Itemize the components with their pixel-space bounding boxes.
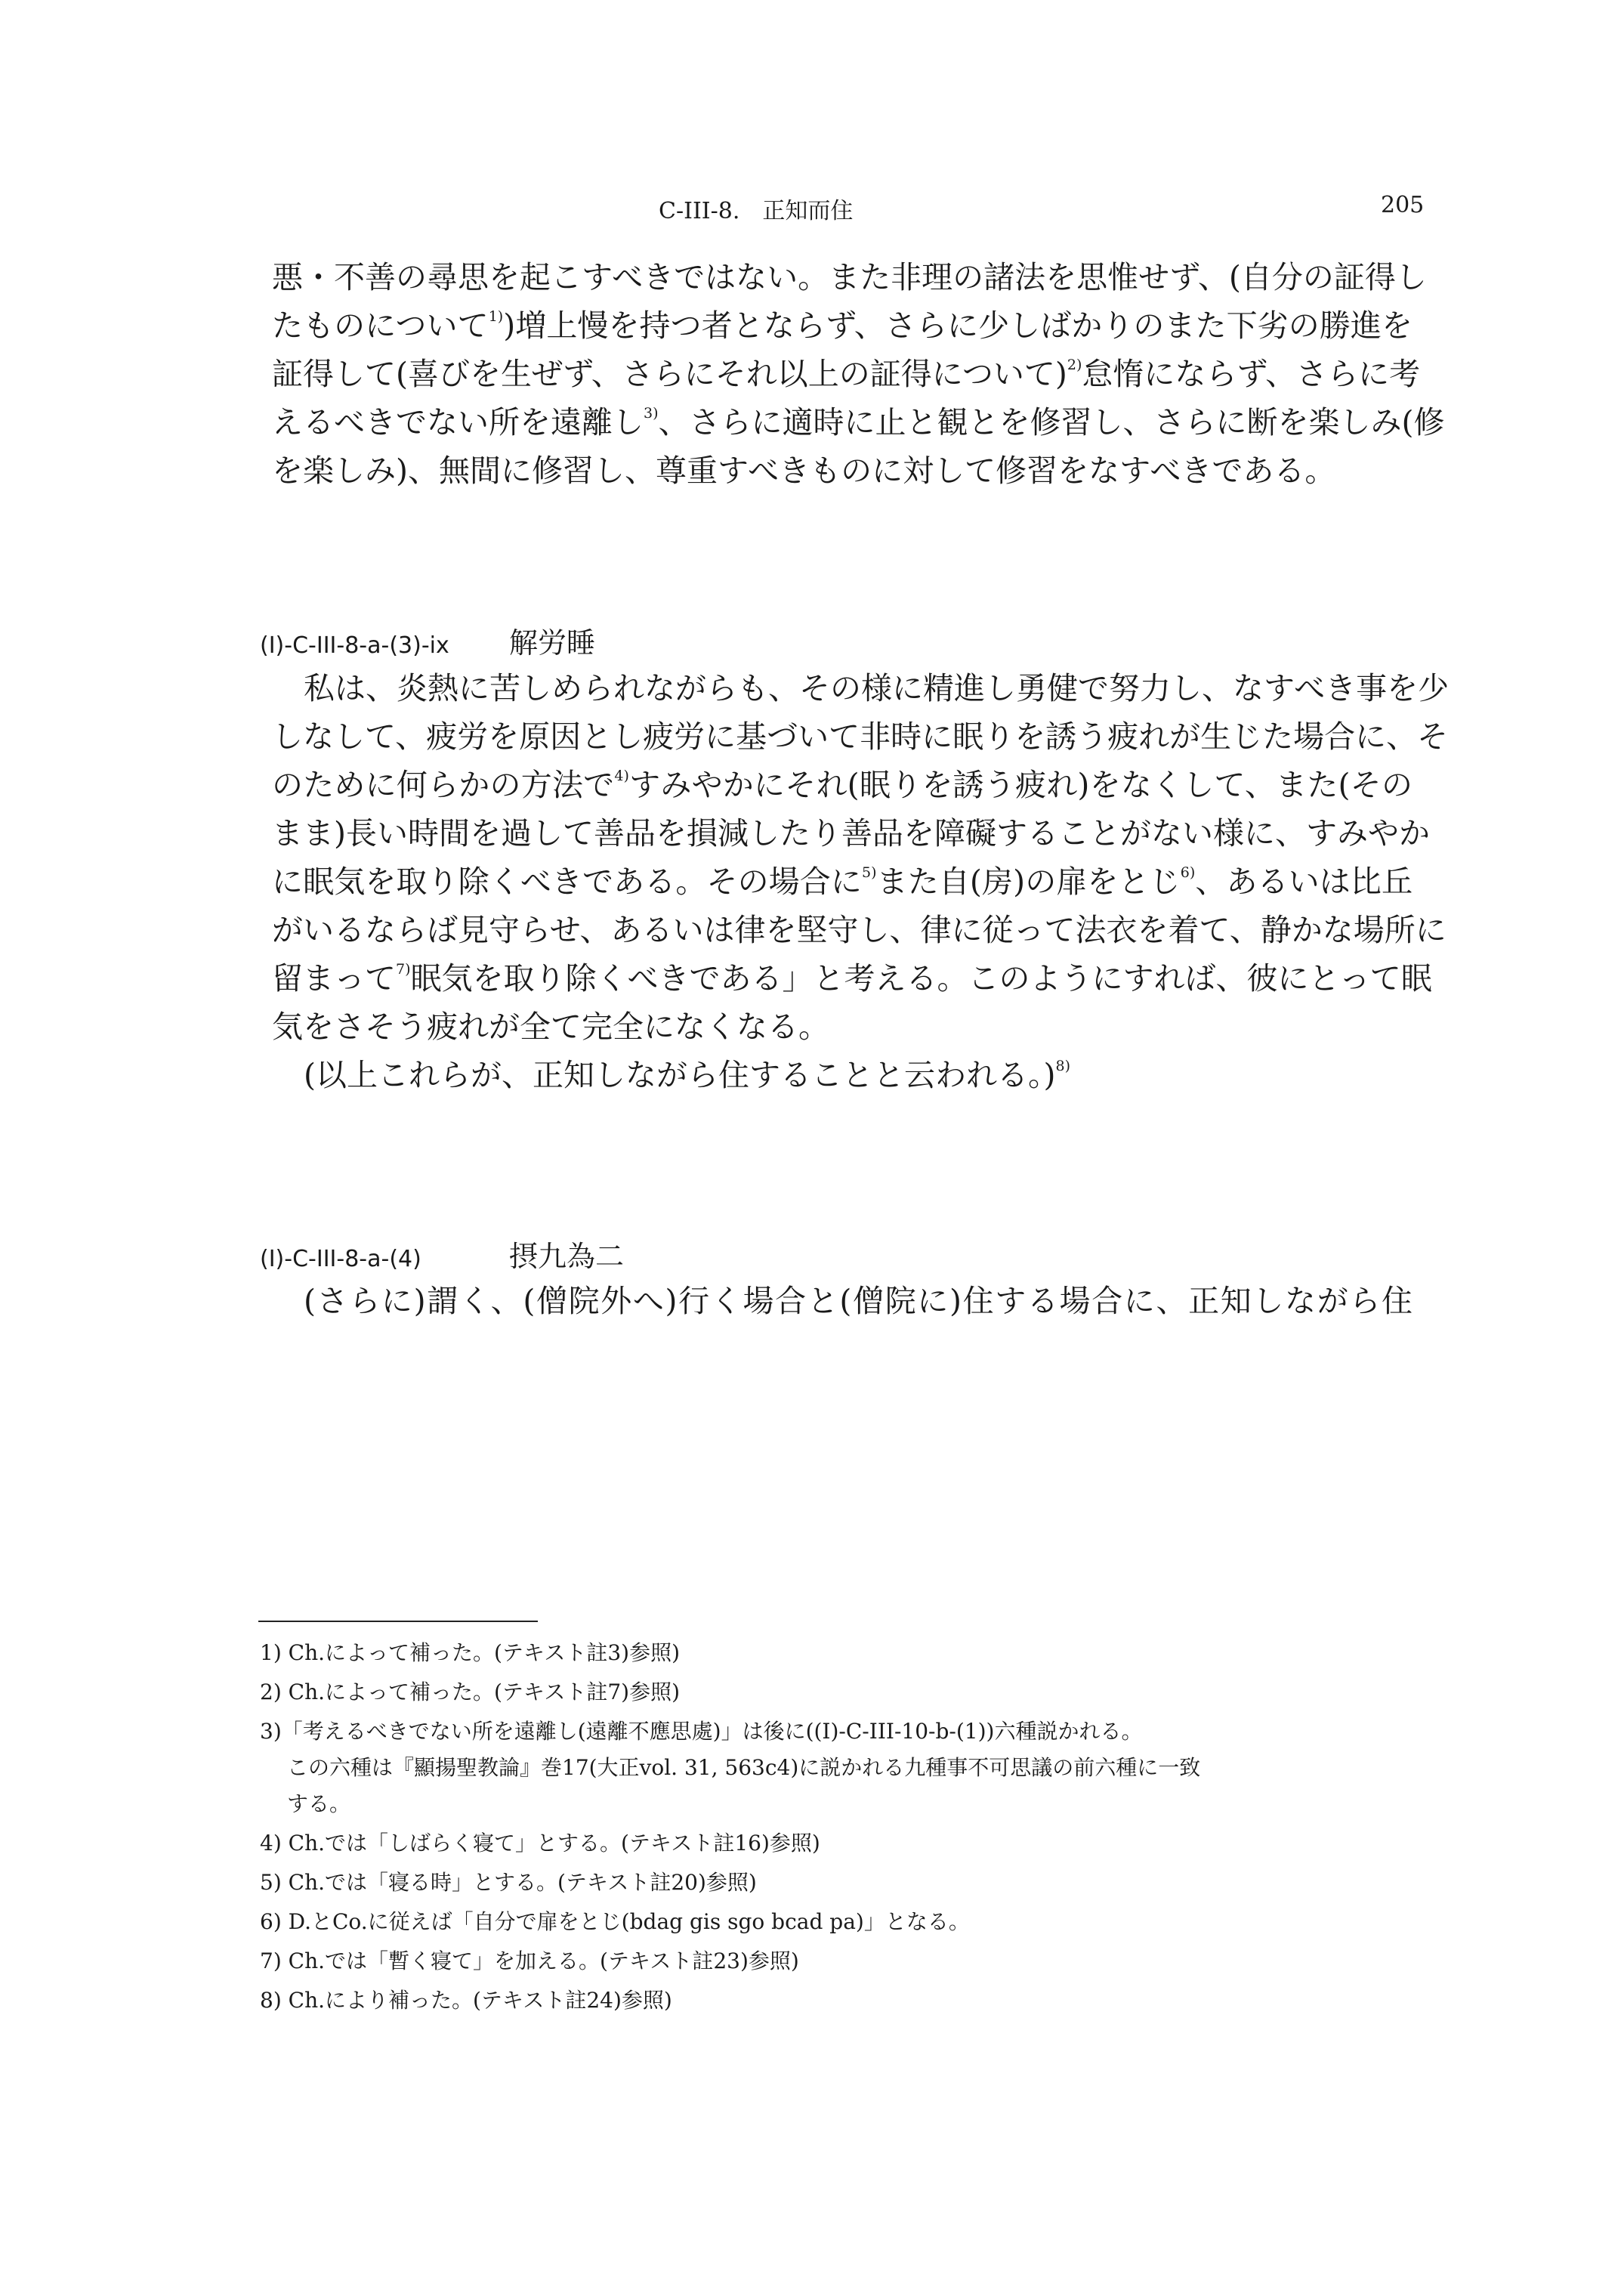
footnote-ref: 3) (644, 405, 659, 422)
footnote-rule (258, 1621, 538, 1622)
text-line: のために何らかの方法で$^{4)}$すみやかにそれ(眠りを誘う疲れ)をなくして、また(その (272, 767, 1413, 803)
section-title: 解労睡 (509, 626, 596, 660)
text-line: 気をさそう疲れが全て完全になくなる。 (272, 1009, 829, 1045)
paragraph-2 (272, 664, 1450, 1099)
footnotes (260, 1636, 1393, 2023)
section-number: (I)-C-III-8-a-(3)-ix (260, 632, 449, 659)
text-line: たものについて$^{1)}$)増上慢を持つ者とならず、さらに少しばかりのまた下劣の勝進を (272, 307, 1413, 344)
section-heading (260, 1233, 624, 1275)
text-line: まま)長い時間を過して善品を損減したり善品を障礙することがない様に、すみやか (272, 815, 1430, 851)
footnote-7: 7) Ch.では「暫く寝て」を加える。(テキスト註23)参照) (260, 1948, 799, 1973)
section-title: 摂九為二 (509, 1240, 625, 1273)
text-line: (さらに)謂く、(僧院外へ)行く場合と(僧院に)住する場合に、正知しながら住 (304, 1283, 1413, 1319)
footnote-5: 5) Ch.では「寝る時」とする。(テキスト註20)参照) (260, 1870, 757, 1895)
footnote-ref: 4) (614, 768, 629, 784)
footnote-ref: 7) (396, 961, 411, 978)
text-line: がいるならば見守らせ、あるいは律を堅守し、律に従って法衣を着て、静かな場所に (272, 912, 1446, 948)
footnote-8: 8) Ch.により補った。(テキスト註24)参照) (260, 1988, 672, 2013)
footnote-6: 6) D.とCo.に従えば「自分で扉をとじ(bdag gis sgo bcad pa)」となる。 (260, 1909, 970, 1934)
text-line: 留まって$^{7)}$眠気を取り除くべきである」と考える。このようにすれば、彼にとって眠 (272, 960, 1432, 997)
section-heading (260, 620, 595, 661)
section-number: (I)-C-III-8-a-(4) (260, 1246, 421, 1272)
text-line: 証得して(喜びを生ぜず、さらにそれ以上の証得について)$^{2)}$怠惰にならず、さらに考 (272, 356, 1421, 392)
footnote-1: 1) Ch.によって補った。(テキスト註3)参照) (260, 1640, 681, 1665)
page-number: 205 (1381, 192, 1425, 218)
footnote-3: 3)「考えるべきでない所を遠離し(遠離不應思處)」は後に((I)-C-III-10-b-(1))六種説かれる。 この六種は『顯揚聖教論』巻17(大正vol. 31, 563c4)に説かれる九種事不可思議の前六種に一致 する。 (260, 1719, 1201, 1816)
footnote-ref: 1) (488, 308, 504, 325)
footnote-ref: 8) (1055, 1058, 1071, 1074)
text-line: に眠気を取り除くべきである。その場合に$^{5)}$また自(房)の扉をとじ$^{6)}$、あるいは比丘 (272, 864, 1413, 900)
footnote-ref: 2) (1067, 357, 1082, 373)
paragraph-1 (272, 253, 1445, 495)
text-line: 私は、炎熱に苦しめられながらも、その様に精進し勇健で努力し、なすべき事を少 (304, 670, 1450, 706)
text-line: えるべきでない所を遠離し$^{3)}$、さらに適時に止と観とを修習し、さらに断を楽しみ(修 (272, 404, 1445, 440)
text-line: (以上これらが、正知しながら住することと云われる。)$^{8)}$ (304, 1057, 1071, 1093)
text-line: を楽しみ)、無間に修習し、尊重すべきものに対して修習をなすべきである。 (272, 453, 1336, 489)
footnote-2: 2) Ch.によって補った。(テキスト註7)参照) (260, 1680, 681, 1704)
footnote-ref: 5) (861, 864, 877, 881)
text-line: しなして、疲労を原因とし疲労に基づいて非時に眠りを誘う疲れが生じた場合に、そ (272, 718, 1449, 755)
footnote-4: 4) Ch.では「しばらく寝て」とする。(テキスト註16)参照) (260, 1831, 820, 1856)
paragraph-3 (272, 1277, 1413, 1325)
running-head: C-III-8. 正知而住 (659, 198, 854, 224)
footnote-ref: 6) (1180, 864, 1196, 881)
text-line: 悪・不善の尋思を起こすべきではない。また非理の諸法を思惟せず、(自分の証得し (272, 259, 1427, 295)
